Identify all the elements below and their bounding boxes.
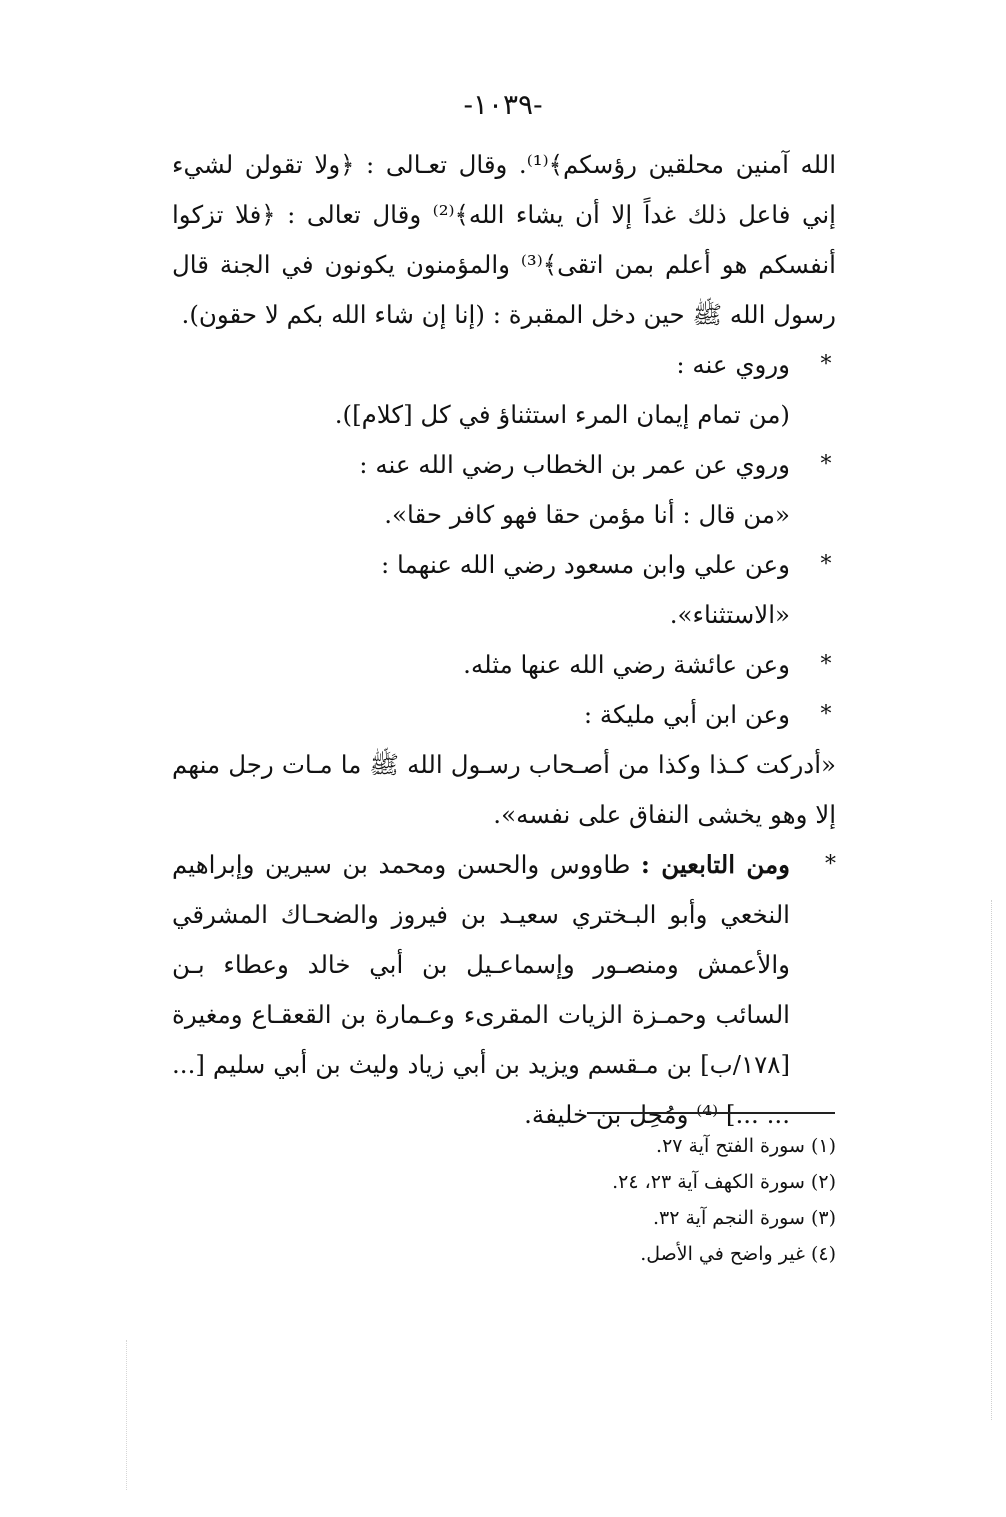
narration-item-4	[172, 640, 836, 690]
narration-quote: «من قال : أنا مؤمن حقا فهو كافر حقا».	[384, 500, 790, 529]
tabiin-label: ومن التابعين :	[640, 850, 790, 879]
narration-intro: وعن علي وابن مسعود رضي الله عنهما :	[381, 550, 790, 579]
narration-item-1	[172, 340, 836, 440]
narration-item-2	[172, 440, 836, 540]
narration-item-5	[172, 690, 836, 840]
narration-quote: «أدركت كـذا وكذا من أصـحاب رسـول الله ﷺ ما مـات رجل منهم إلا وهو يخشى النفاق على نفسه».	[172, 750, 836, 829]
scan-edge-mark	[126, 1340, 128, 1490]
footnote-4: (٤) غير واضح في الأصل.	[640, 1243, 836, 1265]
bullet-marker: *	[825, 852, 836, 877]
main-text	[172, 140, 836, 1140]
bullet-marker: *	[820, 352, 832, 377]
bullet-marker: *	[820, 552, 832, 577]
page-number: -١٠٣٩-	[463, 88, 543, 121]
footnote-3: (٣) سورة النجم آية ٣٢.	[652, 1207, 836, 1229]
narration-intro: وعن عائشة رضي الله عنها مثله.	[463, 650, 790, 679]
bullet-marker: *	[820, 702, 832, 727]
footnote-2: (٢) سورة الكهف آية ٢٣، ٢٤.	[612, 1171, 836, 1193]
footnote-1: (١) سورة الفتح آية ٢٧.	[656, 1135, 836, 1157]
tabiin-paragraph	[172, 840, 836, 1140]
narration-intro: وروي عن عمر بن الخطاب رضي الله عنه :	[359, 450, 790, 479]
scan-edge-mark	[990, 900, 992, 1420]
opening-paragraph: الله آمنين محلقين رؤسكم﴾⁽¹⁾. وقال تعـالى : ﴿ولا تقولن لشيء إني فاعل ذلك غداً إلا أن يشاء الله﴾⁽²⁾ وقال تعالى : ﴿فلا تزكوا أنفسكم هو أعلم بمن اتقى﴾⁽³⁾ والمؤمنون يكونون في الجنة قال رسول الله ﷺ حين دخل المقبرة : (إنا إن شاء الله بكم لا حقون).	[172, 150, 836, 329]
tabiin-text: طاووس والحسن ومحمد بن سيرين وإبراهيم النخعي وأبو البـختري سعيـد بن فيروز والضحـاك المشرقي والأعمش ومنصـور وإسماعـيل بن أبي خالد وعطاء بـن السائب وحمـزة الزيات المقرىء وعـمارة بن القعقـاع ومغيرة [١٧٨/ب] بن مـقسم ويزيد بن أبي زياد وليث بن أبي سليم [... ... ...] ⁽⁴⁾ ومُحِل بن خليفة.	[172, 850, 790, 1129]
narration-quote: «الاستثناء».	[669, 600, 790, 629]
narration-intro: وعن ابن أبي مليكة :	[583, 700, 790, 729]
narration-item-3	[172, 540, 836, 640]
narration-quote: (من تمام إيمان المرء استثناؤ في كل [كلام]).	[334, 400, 790, 429]
footnote-separator	[587, 1112, 835, 1114]
narration-intro: وروي عنه :	[676, 350, 790, 379]
bullet-marker: *	[820, 652, 832, 677]
bullet-marker: *	[820, 452, 832, 477]
footnotes	[400, 1128, 836, 1272]
